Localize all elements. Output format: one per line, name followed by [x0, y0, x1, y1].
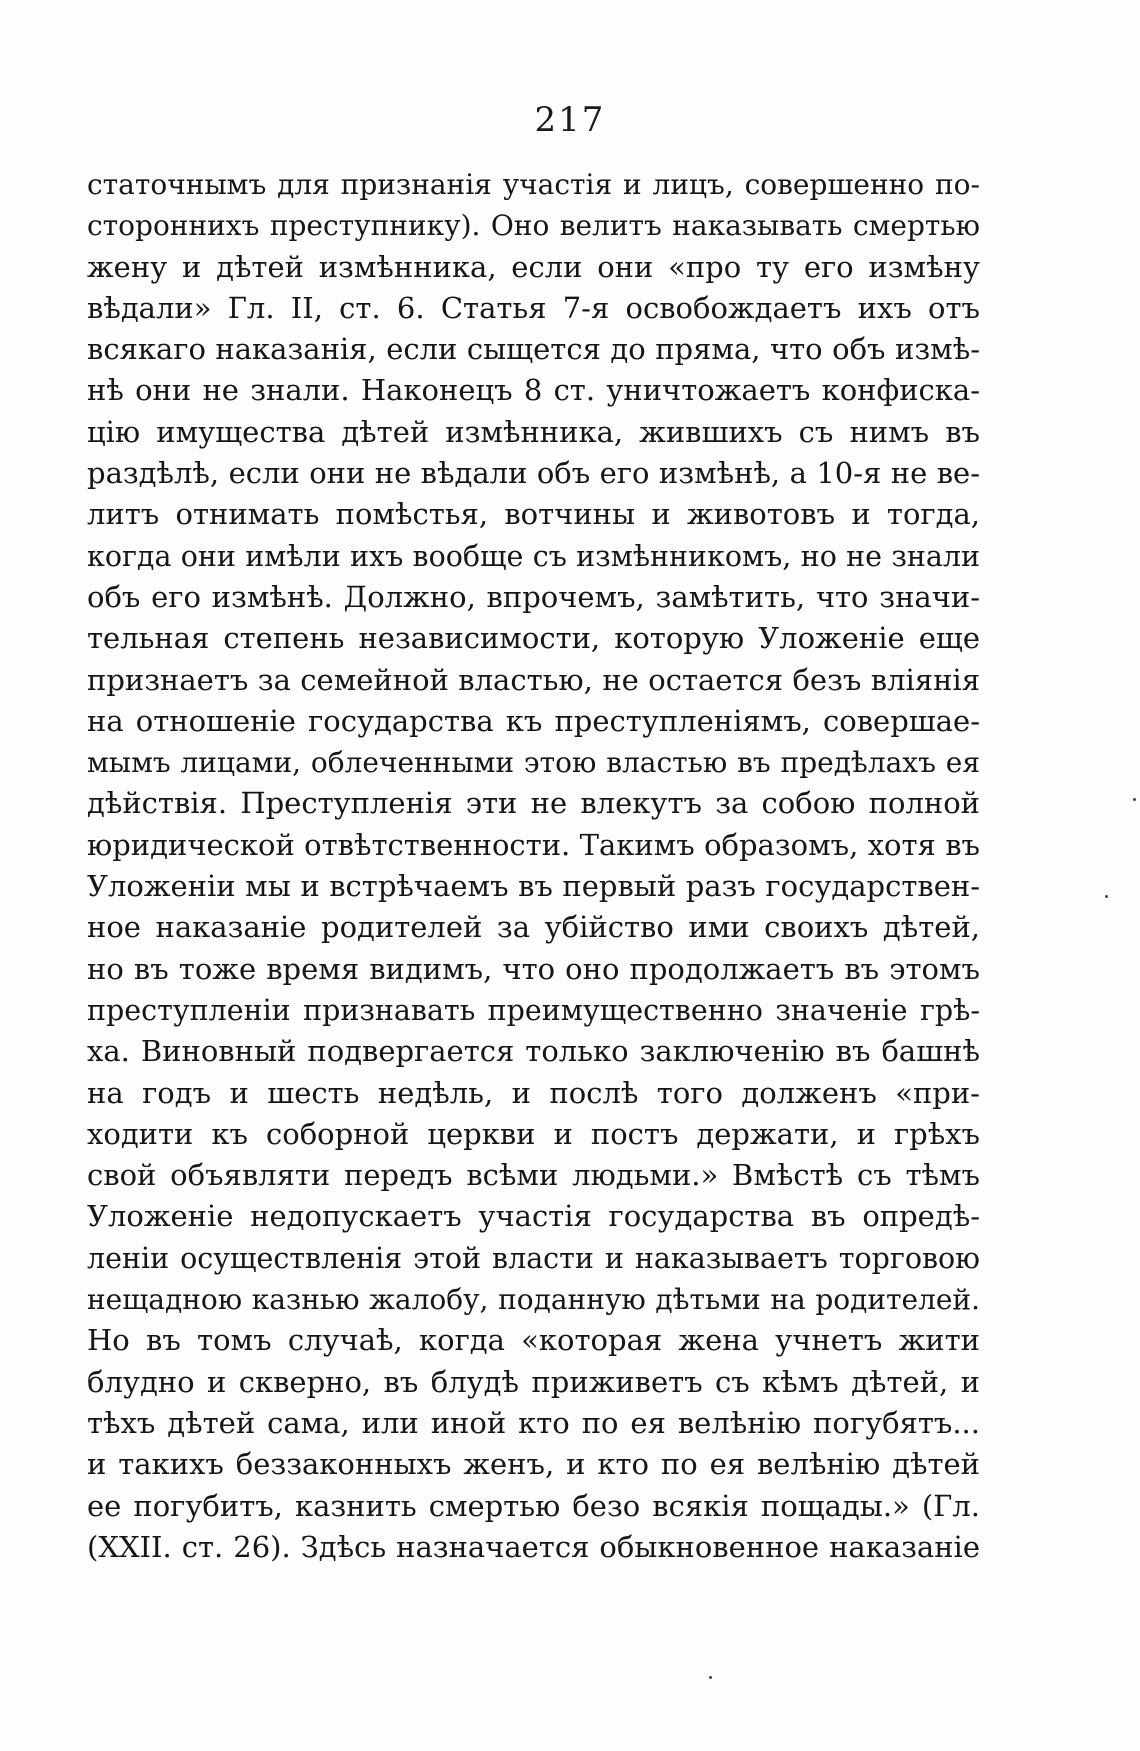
text-line: преступленіи признавать преимущественно значеніе грѣ-	[87, 993, 980, 1027]
text-line: тѣхъ дѣтей сама, или иной кто по ея велѣнію погубятъ...	[87, 1405, 980, 1440]
text-line: дѣйствія. Преступленія эти не влекутъ за собою полной	[87, 786, 980, 821]
text-line: нѣ они не знали. Наконецъ 8 ст. уничтожаетъ конфиска-	[87, 373, 980, 408]
text-line: вѣдали» Гл. II, ст. 6. Статья 7-я освобождаетъ ихъ отъ	[87, 290, 980, 325]
text-line: всякаго наказанія, если сыщется до пряма, что объ измѣ-	[87, 332, 980, 367]
text-line: леніи осуществленія этой власти и наказываетъ торговою	[87, 1241, 980, 1275]
text-line: и такихъ беззаконныхъ женъ, и кто по ея велѣнію дѣтей	[87, 1447, 980, 1482]
text-line: Уложеніи мы и встрѣчаемъ въ первый разъ государствен-	[87, 869, 980, 904]
text-line: объ его измѣнѣ. Должно, впрочемъ, замѣтить, что значи-	[87, 579, 980, 614]
text-line: нещадною казнью жалобу, поданную дѣтьми на родителей.	[87, 1283, 980, 1317]
text-line: ходити къ соборной церкви и постъ держати, и грѣхъ	[87, 1116, 980, 1151]
text-line: блудно и скверно, въ блудѣ приживетъ съ кѣмъ дѣтей, и	[87, 1364, 980, 1399]
text-line: на годъ и шесть недѣль, и послѣ того долженъ «при-	[87, 1075, 980, 1110]
text-line: раздѣлѣ, если они не вѣдали объ его измѣнѣ, а 10-я не ве-	[87, 456, 980, 491]
text-line: жену и дѣтей измѣнника, если они «про ту его измѣну	[87, 249, 980, 284]
text-line: цію имущества дѣтей измѣнника, жившихъ съ нимъ въ	[87, 414, 980, 449]
text-line: свой объявляти передъ всѣми людьми.» Вмѣстѣ съ тѣмъ	[87, 1158, 980, 1193]
scan-speck	[709, 1676, 712, 1679]
page-number: 217	[534, 100, 606, 140]
text-line: но въ тоже время видимъ, что оно продолжаетъ въ этомъ	[87, 951, 980, 986]
scan-speck	[1133, 798, 1136, 801]
text-line: стороннихъ преступнику). Оно велитъ наказывать смертью	[87, 209, 980, 243]
text-line: статочнымъ для признанія участія и лицъ, совершенно по-	[87, 168, 980, 201]
body-text	[87, 164, 980, 1568]
text-line: литъ отнимать помѣстья, вотчины и животовъ и тогда,	[87, 497, 980, 532]
text-line: ное наказаніе родителей за убійство ими своихъ дѣтей,	[87, 910, 980, 945]
text-line: ее погубитъ, казнить смертью безо всякія пощады.» (Гл.	[87, 1488, 980, 1523]
text-line: юридической отвѣтственности. Такимъ образомъ, хотя въ	[87, 827, 980, 862]
text-line: Уложеніе недопускаетъ участія государства въ опредѣ-	[87, 1199, 980, 1234]
text-line: (XXII. ст. 26). Здѣсь назначается обыкновенное наказаніе	[87, 1529, 980, 1564]
scan-speck	[1105, 895, 1108, 898]
text-line: мымъ лицами, облеченными этою властью въ предѣлахъ ея	[87, 746, 980, 780]
text-line: тельная степень независимости, которую Уложеніе еще	[87, 621, 980, 656]
text-line: когда они имѣли ихъ вообще съ измѣнникомъ, но не знали	[87, 539, 980, 573]
text-line: ха. Виновный подвергается только заключенію въ башнѣ	[87, 1034, 980, 1069]
text-line: признаетъ за семейной властью, не остается безъ вліянія	[87, 662, 980, 697]
text-line: Но въ томъ случаѣ, когда «которая жена учнетъ жити	[87, 1323, 980, 1358]
text-line: на отношеніе государства къ преступленіямъ, совершае-	[87, 703, 980, 738]
